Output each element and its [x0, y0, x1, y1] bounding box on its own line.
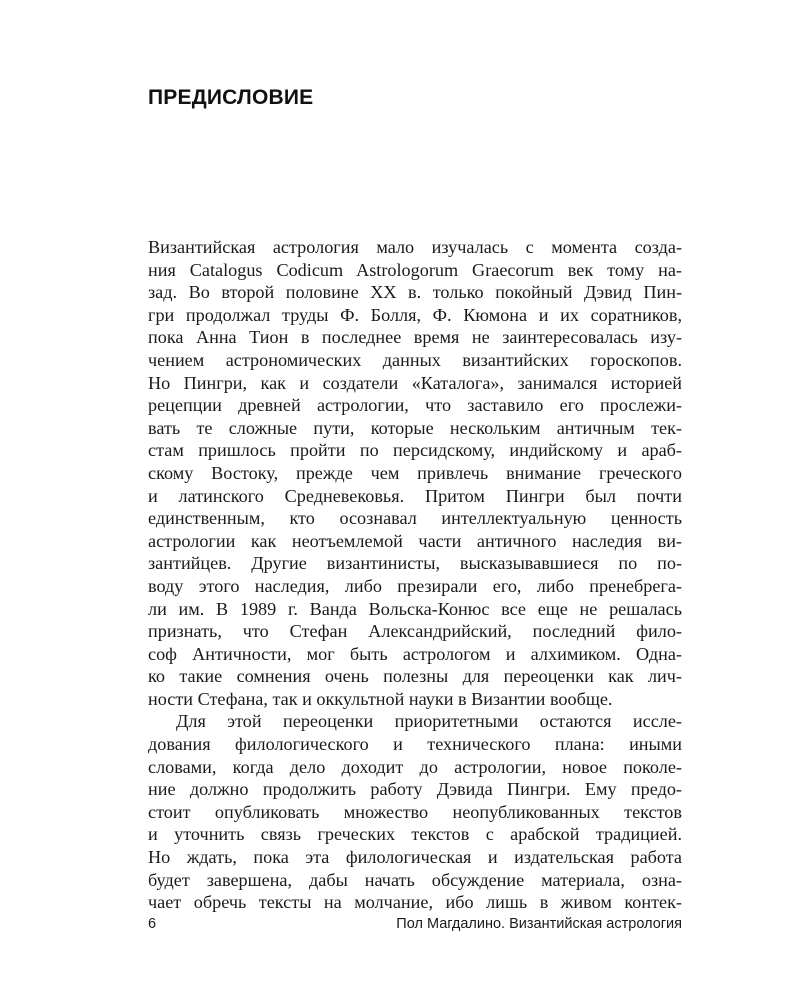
text-line: Для этой переоценки приоритетными остаются иссле-: [176, 711, 682, 732]
running-title: Пол Магдалино. Византийская астрология: [396, 916, 682, 932]
text-line: дования филологического и технического плана: иными: [148, 734, 682, 755]
text-line: пока Анна Тион в последнее время не заинтересовалась изу-: [148, 327, 682, 348]
text-line: чает обречь тексты на молчание, ибо лишь в живом контек-: [148, 892, 682, 913]
text-line: зад. Во второй половине XX в. только покойный Дэвид Пин-: [148, 282, 682, 303]
paragraph-1: [148, 236, 682, 710]
text-line: Византийская астрология мало изучалась с момента созда-: [148, 237, 682, 257]
text-line: словами, когда дело доходит до астрологии, новое поколе-: [148, 756, 682, 777]
text-line: чением астрономических данных византийских гороскопов.: [148, 349, 682, 370]
text-line: гри продолжал труды Ф. Болля, Ф. Кюмона и их соратников,: [148, 304, 682, 325]
text-line: Но ждать, пока эта филологическая и издательская работа: [148, 847, 682, 868]
paragraph-2: [148, 710, 682, 913]
text-line: ко такие сомнения очень полезны для переоценки как лич-: [148, 666, 682, 687]
text-line: стам пришлось пройти по персидскому, индийскому и араб-: [148, 440, 682, 461]
page-number: 6: [148, 916, 157, 932]
text-line: вать те сложные пути, которые нескольким античным тек-: [148, 417, 682, 438]
text-line: признать, что Стефан Александрийский, последний фило-: [148, 621, 682, 642]
text-line: скому Востоку, прежде чем привлечь внимание греческого: [148, 462, 682, 483]
text-line: ние должно продолжить работу Дэвида Пингри. Ему предо-: [148, 779, 682, 800]
text-line: и латинского Средневековья. Притом Пингри был почти: [148, 485, 682, 506]
text-line: и уточнить связь греческих текстов с арабской традицией.: [148, 824, 682, 845]
text-line: зантийцев. Другие византинисты, высказывавшиеся по по-: [148, 553, 682, 574]
text-line: стоит опубликовать множество неопубликованных текстов: [148, 801, 682, 822]
text-line: соф Античности, мог быть астрологом и алхимиком. Одна-: [148, 643, 682, 664]
body-text: [148, 236, 682, 914]
text-line: рецепции древней астрологии, что заставило его прослежи-: [148, 395, 682, 416]
chapter-heading: ПРЕДИСЛОВИЕ: [148, 86, 314, 109]
text-line: ли им. В 1989 г. Ванда Вольска-Конюс все еще не решалась: [148, 598, 682, 619]
text-line: астрологии как неотъемлемой части античного наследия ви-: [148, 530, 682, 551]
text-line: будет завершена, дабы начать обсуждение материала, озна-: [148, 869, 682, 890]
text-line: единственным, кто осознавал интеллектуальную ценность: [148, 508, 682, 529]
text-line: ния Catalogus Codicum Astrologorum Graecorum век тому на-: [148, 259, 682, 280]
text-line: воду этого наследия, либо презирали его, либо пренебрега-: [148, 575, 682, 596]
text-line: ности Стефана, так и оккультной науки в Византии вообще.: [148, 688, 613, 709]
text-line: Но Пингри, как и создатели «Каталога», занимался историей: [148, 372, 682, 393]
